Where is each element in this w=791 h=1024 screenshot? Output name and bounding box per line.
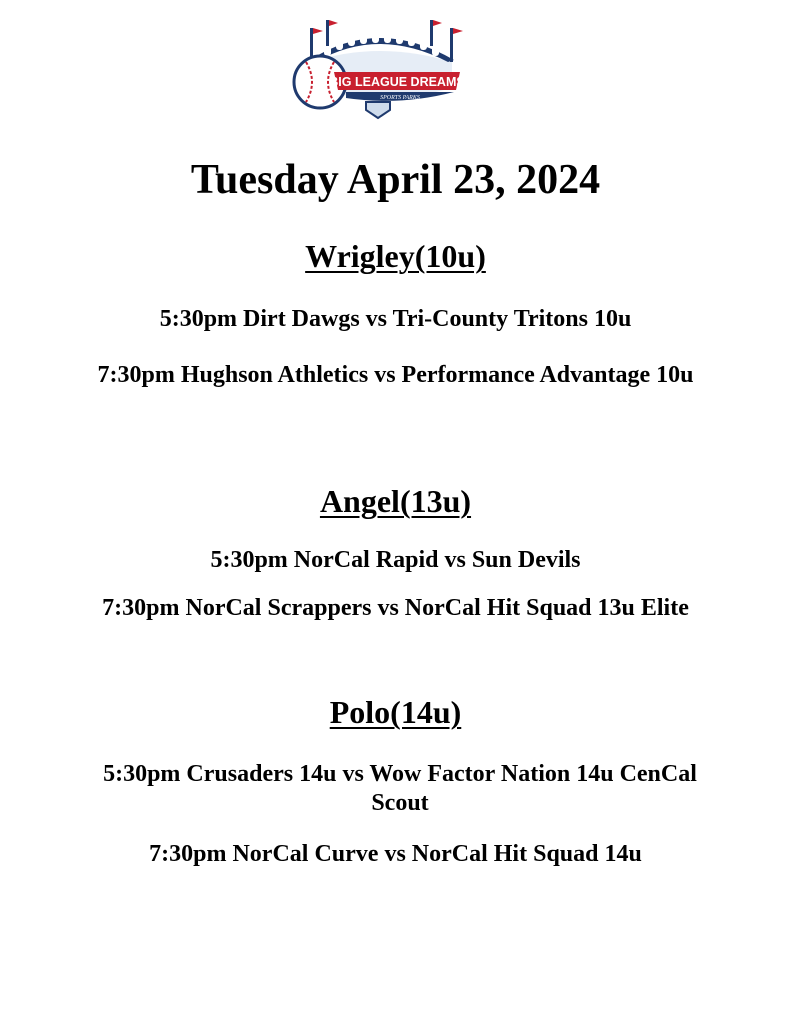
- game-angel-2: 7:30pm NorCal Scrappers vs NorCal Hit Squad 13u Elite: [102, 595, 689, 621]
- big-league-dreams-logo: [290, 10, 466, 122]
- game-angel-1: 5:30pm NorCal Rapid vs Sun Devils: [210, 547, 581, 573]
- field-heading-angel: Angel(13u): [319, 483, 472, 519]
- logo-line2: SPORTS PARKS: [380, 95, 420, 101]
- game-polo-1: 5:30pm Crusaders 14u vs Wow Factor Nation 14u CenCal Scout: [103, 761, 697, 816]
- game-polo-2: 7:30pm NorCal Curve vs NorCal Hit Squad 14u: [149, 841, 642, 867]
- logo-line1: BIG LEAGUE DREAMS: [329, 75, 465, 89]
- field-heading-wrigley: Wrigley(10u): [305, 238, 486, 274]
- field-heading-polo: Polo(14u): [329, 694, 462, 730]
- game-wrigley-1: 5:30pm Dirt Dawgs vs Tri-County Tritons 10u: [159, 306, 632, 332]
- page-title: Tuesday April 23, 2024: [190, 157, 601, 203]
- game-wrigley-2: 7:30pm Hughson Athletics vs Performance Advantage 10u: [97, 362, 694, 388]
